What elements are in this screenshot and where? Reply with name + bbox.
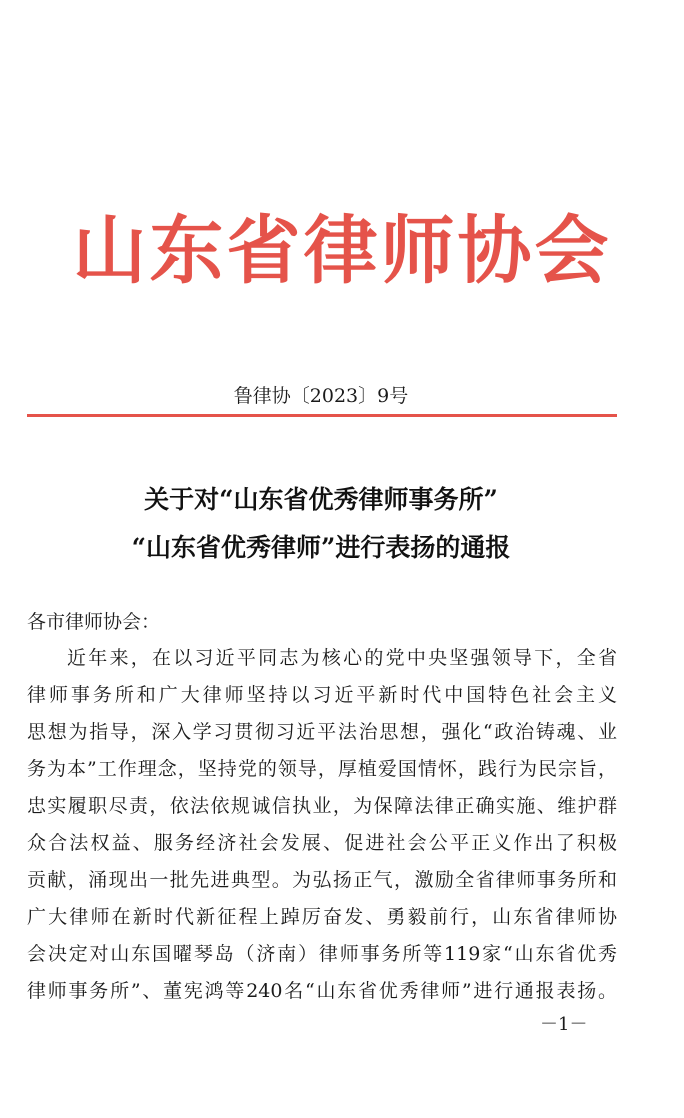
body-line: 律师事务所和广大律师坚持以习近平新时代中国特色社会主义 [27, 684, 617, 706]
document-number: 鲁律协〔2023〕9号 [233, 385, 409, 407]
masthead-org-name: 山东省律师协会 [72, 208, 612, 294]
body-line: 广大律师在新时代新征程上踔厉奋发、勇毅前行，山东省律师协 [27, 906, 617, 928]
red-divider-line [27, 414, 617, 417]
body-line: 思想为指导，深入学习贯彻习近平法治思想，强化“政治铸魂、业 [27, 721, 617, 743]
body-line: 忠实履职尽责，依法依规诚信执业，为保障法律正确实施、维护群 [27, 795, 617, 817]
body-line: 律师事务所”、董宪鸿等240名“山东省优秀律师”进行通报表扬。 [27, 980, 617, 1002]
title-line-2: “山东省优秀律师”进行表扬的通报 [131, 533, 511, 562]
page-number: －1－ [540, 1014, 588, 1035]
body-line: 近年来，在以习近平同志为核心的党中央坚强领导下，全省 [67, 647, 617, 669]
document-title [0, 476, 642, 572]
body-line: 会决定对山东国曜琴岛（济南）律师事务所等119家“山东省优秀 [27, 943, 617, 965]
body-line: 众合法权益、服务经济社会发展、促进社会公平正义作出了积极 [27, 832, 617, 854]
body-paragraph [27, 640, 617, 1010]
body-line: 贡献，涌现出一批先进典型。为弘扬正气，激励全省律师事务所和 [27, 869, 617, 891]
salutation: 各市律师协会： [27, 611, 161, 633]
body-line: 务为本”工作理念，坚持党的领导，厚植爱国情怀，践行为民宗旨， [27, 758, 617, 780]
title-line-1: 关于对“山东省优秀律师事务所” [144, 485, 498, 514]
